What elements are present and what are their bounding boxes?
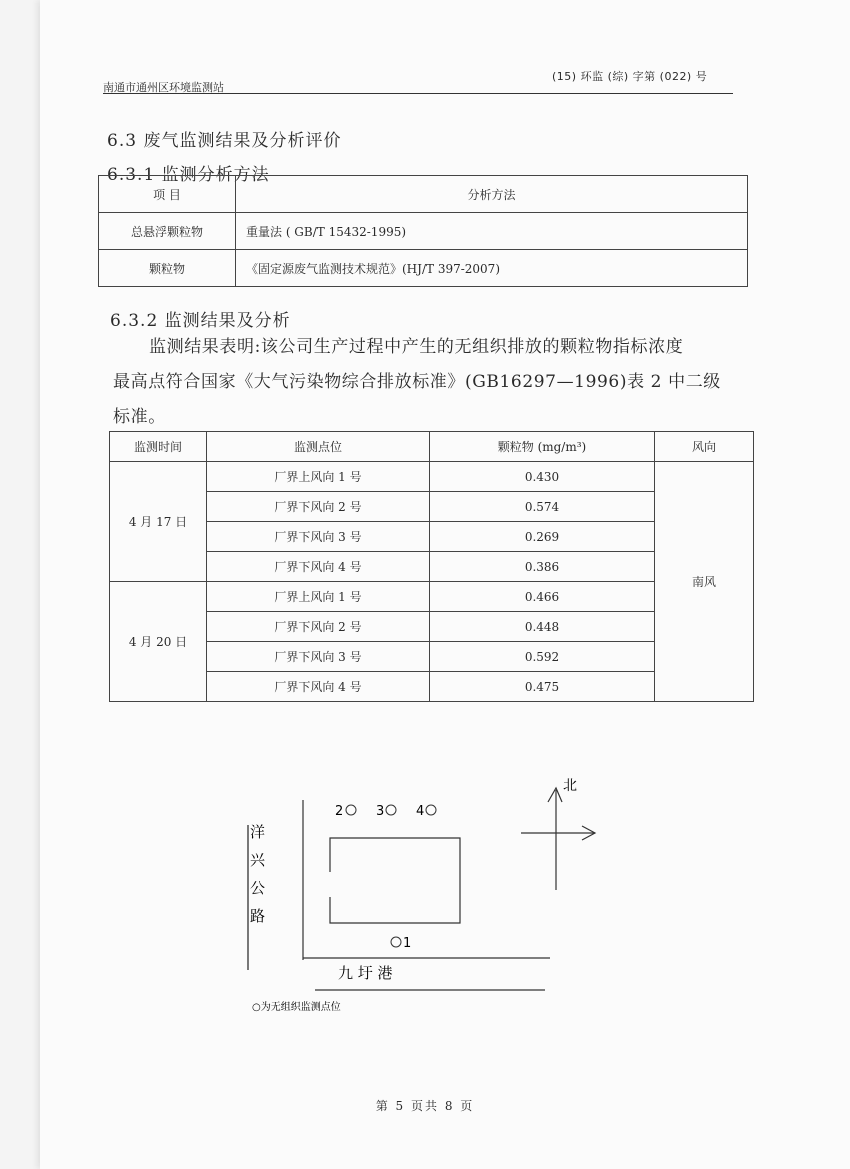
monitor-point-1 bbox=[391, 937, 401, 947]
north-arrow-icon bbox=[548, 788, 562, 802]
date-cell: 4 月 17 日 bbox=[110, 462, 207, 582]
header-time: 监测时间 bbox=[110, 432, 207, 462]
point-cell: 厂界下风向 4 号 bbox=[207, 672, 430, 702]
factory-outline bbox=[330, 838, 460, 923]
value-cell: 0.430 bbox=[430, 462, 655, 492]
value-cell: 0.475 bbox=[430, 672, 655, 702]
site-diagram bbox=[230, 770, 630, 1020]
header-org: 南通市通州区环境监测站 bbox=[103, 81, 224, 94]
method-table bbox=[98, 175, 748, 287]
method-header-item: 项 目 bbox=[99, 176, 236, 213]
road-left-char: 兴 bbox=[250, 851, 266, 869]
point-label: 4 bbox=[416, 804, 425, 819]
paragraph-line: 监测结果表明:该公司生产过程中产生的无组织排放的颗粒物指标浓度 bbox=[149, 337, 684, 357]
point-label: 3 bbox=[376, 804, 385, 819]
wind-cell: 南风 bbox=[655, 462, 754, 702]
result-table-header bbox=[110, 432, 754, 462]
monitor-point-2 bbox=[346, 805, 356, 815]
value-cell: 0.592 bbox=[430, 642, 655, 672]
paragraph-line: 标准。 bbox=[113, 407, 166, 427]
point-cell: 厂界下风向 2 号 bbox=[207, 492, 430, 522]
point-cell: 厂界下风向 4 号 bbox=[207, 552, 430, 582]
value-cell: 0.269 bbox=[430, 522, 655, 552]
method-text: 《固定源废气监测技术规范》(HJ/T 397-2007) bbox=[236, 250, 748, 287]
value-cell: 0.466 bbox=[430, 582, 655, 612]
point-cell: 厂界下风向 3 号 bbox=[207, 642, 430, 672]
header-point: 监测点位 bbox=[207, 432, 430, 462]
point-label: 1 bbox=[403, 936, 412, 951]
date-cell: 4 月 20 日 bbox=[110, 582, 207, 702]
diagram-legend: ○为无组织监测点位 bbox=[252, 1002, 341, 1013]
method-header-method: 分析方法 bbox=[236, 176, 748, 213]
road-left-char: 公 bbox=[250, 879, 266, 897]
table-row bbox=[110, 462, 754, 492]
paragraph-line: 最高点符合国家《大气污染物综合排放标准》(GB16297—1996)表 2 中二级 bbox=[113, 372, 721, 392]
point-cell: 厂界下风向 3 号 bbox=[207, 522, 430, 552]
value-cell: 0.386 bbox=[430, 552, 655, 582]
result-paragraph bbox=[113, 330, 743, 435]
header-wind: 风向 bbox=[655, 432, 754, 462]
method-item: 颗粒物 bbox=[99, 250, 236, 287]
point-cell: 厂界下风向 2 号 bbox=[207, 612, 430, 642]
monitor-point-3 bbox=[386, 805, 396, 815]
method-table-header bbox=[99, 176, 748, 213]
value-cell: 0.448 bbox=[430, 612, 655, 642]
point-cell: 厂界上风向 1 号 bbox=[207, 462, 430, 492]
section-title-6-3: 6.3 废气监测结果及分析评价 bbox=[107, 131, 342, 151]
road-bottom-label: 九 圩 港 bbox=[338, 964, 393, 982]
header-doc-number: (15) 环监 (综) 字第 (022) 号 bbox=[552, 70, 708, 83]
point-cell: 厂界上风向 1 号 bbox=[207, 582, 430, 612]
value-cell: 0.574 bbox=[430, 492, 655, 522]
header-value: 颗粒物 (mg/m³) bbox=[430, 432, 655, 462]
table-row bbox=[99, 213, 748, 250]
road-left-char: 路 bbox=[250, 907, 266, 925]
north-label: 北 bbox=[563, 778, 577, 794]
table-row bbox=[99, 250, 748, 287]
header-rule bbox=[103, 93, 733, 94]
road-left-char: 洋 bbox=[250, 823, 266, 841]
method-text: 重量法 ( GB/T 15432-1995) bbox=[236, 213, 748, 250]
monitor-point-4 bbox=[426, 805, 436, 815]
section-title-6-3-1: 6.3.1 监测分析方法 bbox=[107, 165, 270, 185]
section-title-6-3-2: 6.3.2 监测结果及分析 bbox=[110, 311, 291, 331]
point-label: 2 bbox=[335, 804, 344, 819]
method-item: 总悬浮颗粒物 bbox=[99, 213, 236, 250]
result-table bbox=[109, 431, 754, 702]
page-footer: 第 5 页共 8 页 bbox=[375, 1099, 475, 1113]
